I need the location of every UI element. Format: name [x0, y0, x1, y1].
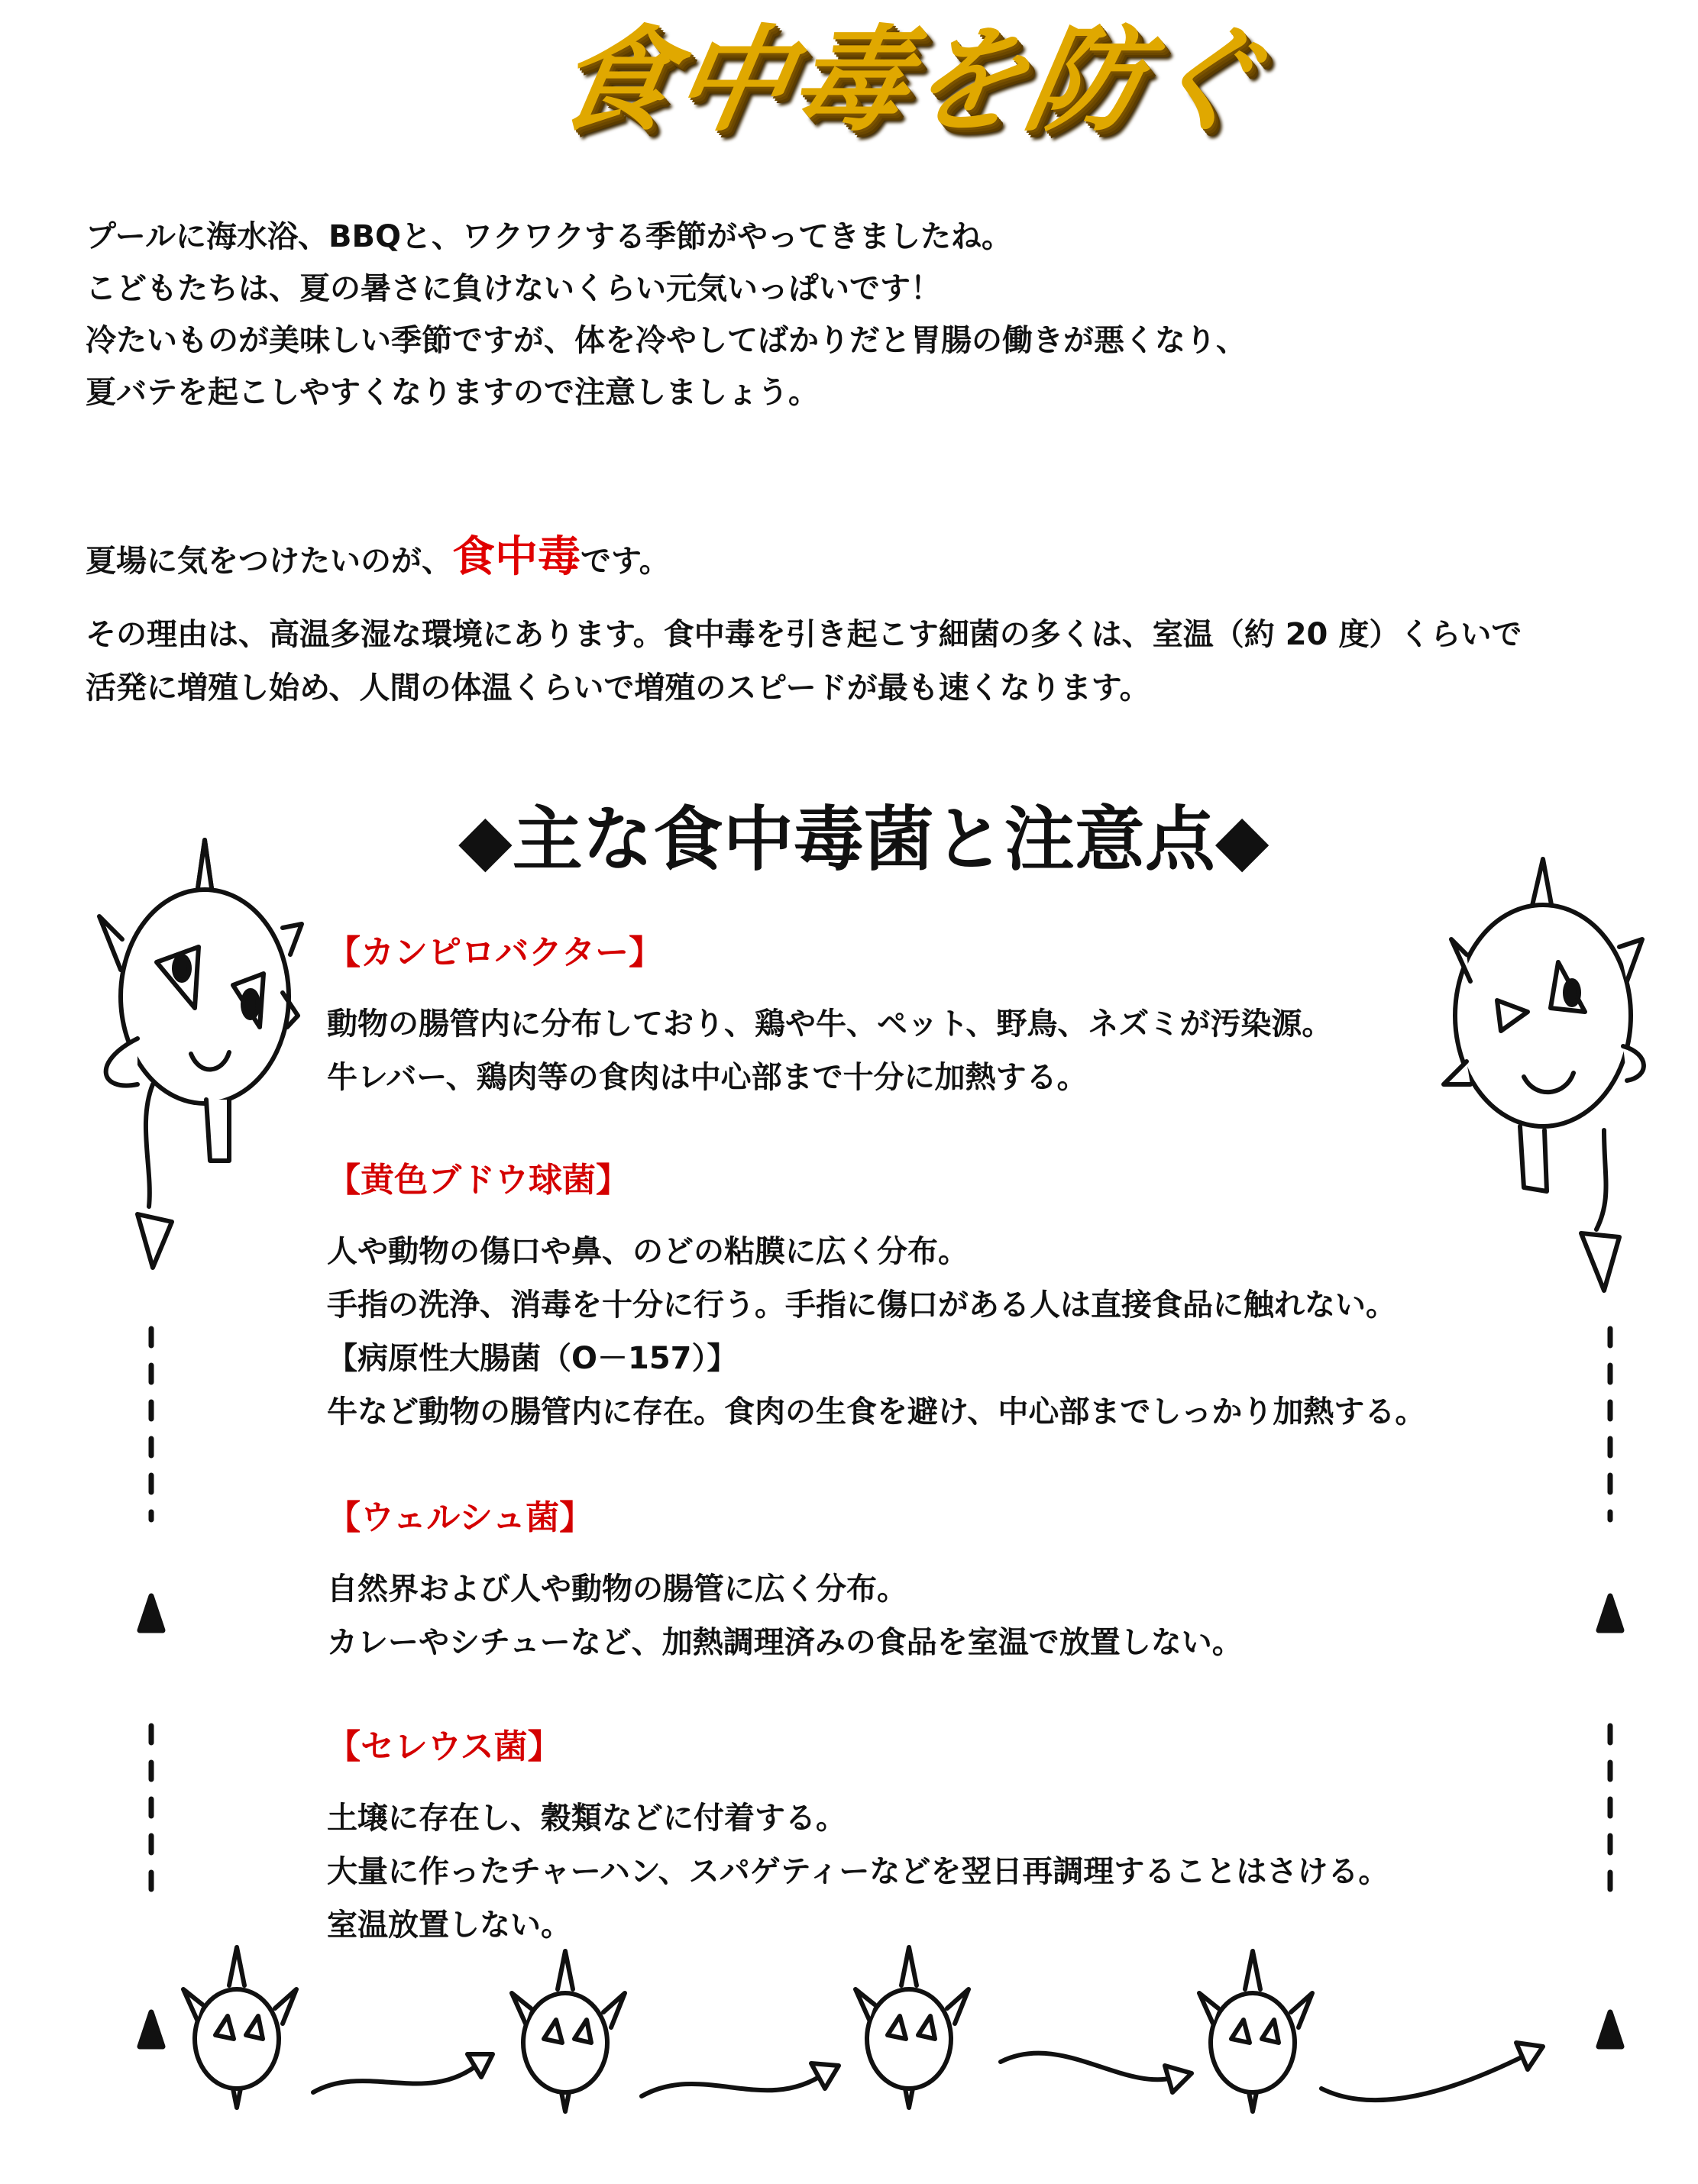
reason-line: その理由は、高温多湿な環境にあります。食中毒を引き起こす細菌の多くは、室温（約 20 度）くらいで — [86, 617, 1522, 652]
bacteria-line: 牛など動物の腸管内に存在。食肉の生食を避け、中心部までしっかり加熱する。 — [327, 1394, 1426, 1430]
section-heading: ◆主な食中毒菌と注意点◆ — [458, 799, 1269, 880]
germ-mascot-icon — [183, 1947, 296, 2108]
right-dashed-border — [1599, 1329, 1622, 2047]
intro-line: こどもたちは、夏の暑さに負けないくらい元気いっぱいです！ — [86, 271, 941, 306]
germ-mascot-icon — [1199, 1951, 1312, 2111]
intro-line: 冷たいものが美味しい季節ですが、体を冷やしてばかりだと胃腸の働きが悪くなり、 — [86, 323, 1247, 358]
curved-arrow-icon — [1001, 2053, 1192, 2092]
intro-line: 夏バテを起こしやすくなりますので注意しましょう。 — [86, 375, 819, 410]
bacteria-name: 【セレウス菌】 — [327, 1727, 561, 1766]
bacteria-line: 牛レバー、鶏肉等の食肉は中心部まで十分に加熱する。 — [327, 1060, 1088, 1095]
bacteria-line: 動物の腸管内に分布しており、鶏や牛、ペット、野鳥、ネズミが汚染源。 — [327, 1006, 1333, 1042]
page-title: 食中毒を防ぐ — [545, 15, 1276, 147]
germ-mascot-icon — [1444, 859, 1644, 1291]
warning-highlight: 食中毒 — [452, 532, 581, 582]
curved-arrow-icon — [642, 2063, 839, 2096]
warning-suffix: です。 — [581, 544, 670, 579]
curved-arrow-icon — [313, 2054, 493, 2092]
germ-mascot-icon — [855, 1947, 969, 2108]
germ-mascot-icon — [99, 840, 302, 1268]
warning-prefix: 夏場に気をつけたいのが、 — [86, 544, 452, 579]
intro-line: プールに海水浴、BBQと、ワクワクする季節がやってきましたね。 — [86, 219, 1012, 254]
bacteria-line: 土壌に存在し、穀類などに付着する。 — [327, 1801, 846, 1836]
bacteria-line: 室温放置しない。 — [327, 1908, 571, 1943]
left-dashed-border — [140, 1329, 163, 2047]
bacteria-line: 大量に作ったチャーハン、スパゲティーなどを翌日再調理することはさける。 — [327, 1854, 1389, 1889]
curved-arrow-icon — [1321, 2043, 1543, 2100]
bacteria-line: カレーやシチューなど、加熱調理済みの食品を室温で放置しない。 — [327, 1625, 1243, 1660]
bacteria-line: 【病原性大腸菌（O－157）】 — [327, 1341, 738, 1376]
germ-mascot-icon — [512, 1951, 625, 2111]
bacteria-name: 【ウェルシュ菌】 — [327, 1498, 593, 1537]
bacteria-line: 自然界および人や動物の腸管に広く分布。 — [327, 1572, 907, 1607]
bacteria-name: 【黄色ブドウ球菌】 — [327, 1161, 629, 1200]
bacteria-line: 手指の洗浄、消毒を十分に行う。手指に傷口がある人は直接食品に触れない。 — [327, 1287, 1396, 1323]
bacteria-name: 【カンピロバクター】 — [327, 933, 663, 972]
reason-line: 活発に増殖し始め、人間の体温くらいで増殖のスピードが最も速くなります。 — [86, 670, 1150, 706]
bacteria-line: 人や動物の傷口や鼻、のどの粘膜に広く分布。 — [327, 1234, 969, 1269]
